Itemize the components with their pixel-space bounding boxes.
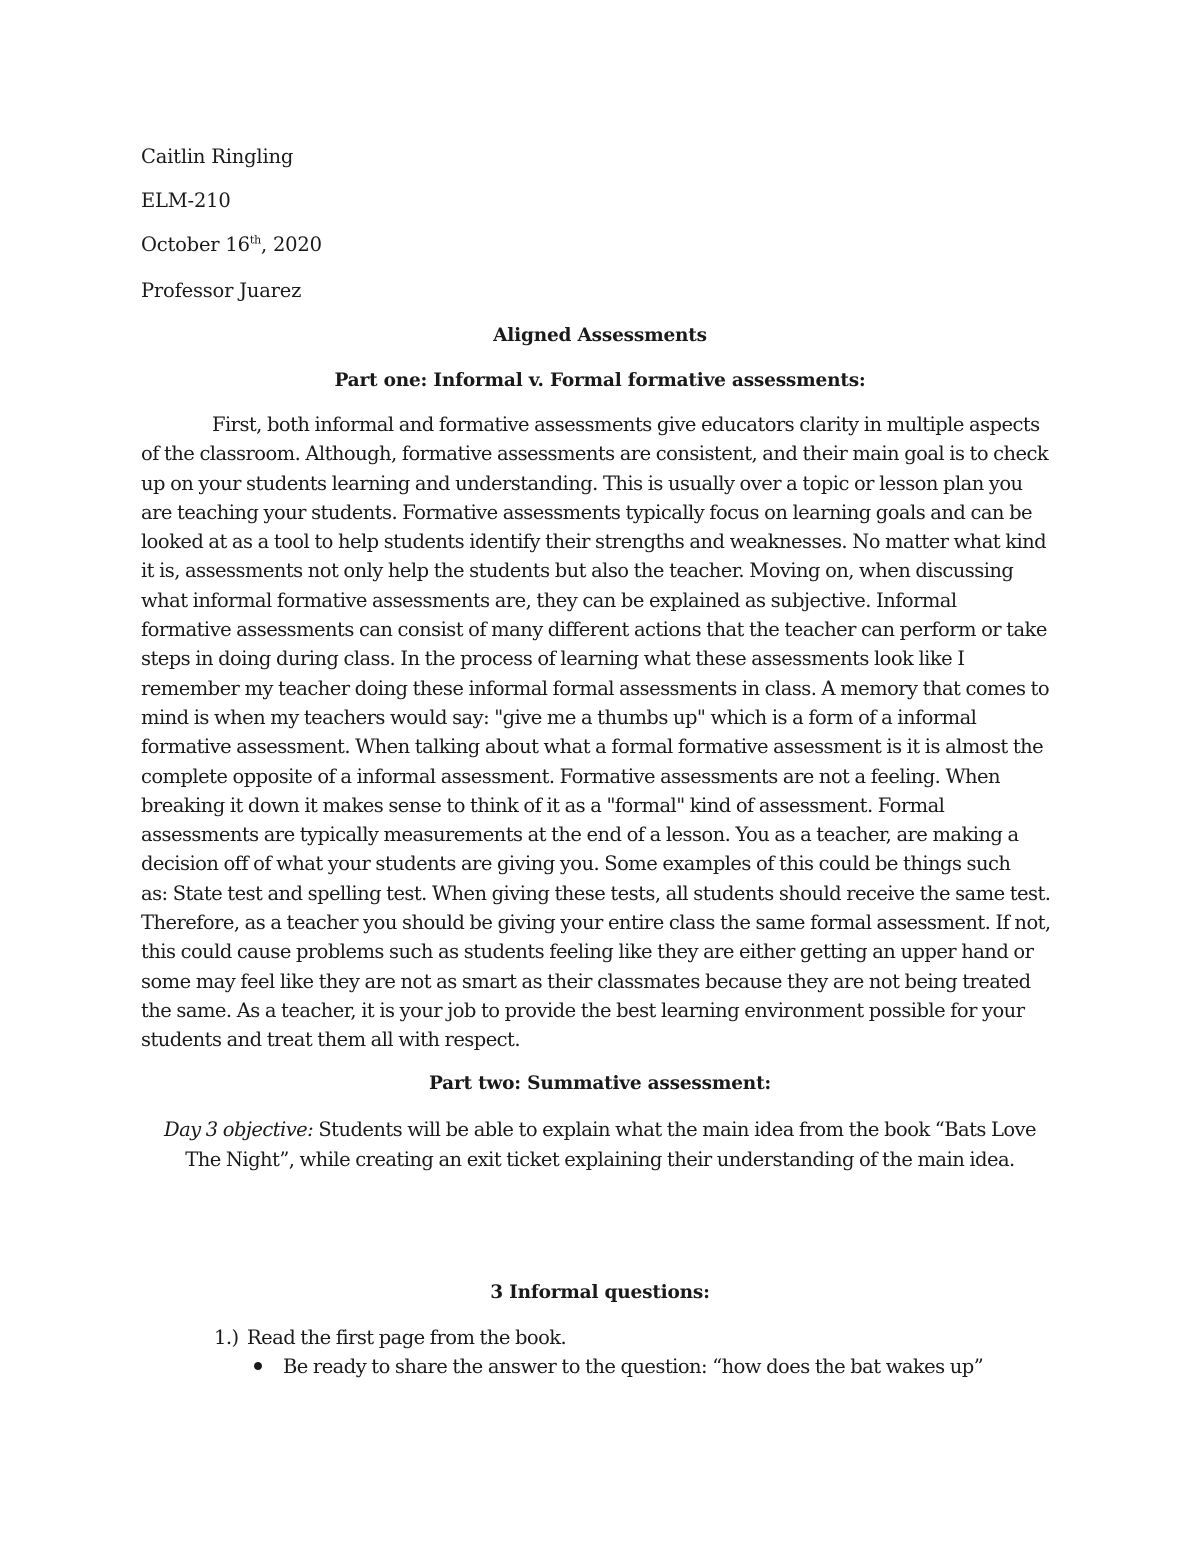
author-name: Caitlin Ringling — [141, 145, 294, 168]
body-line: as: State test and spelling test. When giving these tests, all students should receive the same test. — [141, 881, 1051, 905]
body-line: are teaching your students. Formative assessments typically focus on learning goals and can be — [141, 500, 1032, 524]
date-line — [141, 233, 322, 257]
body-line: assessments are typically measurements at the end of a lesson. You as a teacher, are making a — [141, 823, 1019, 847]
body-line: up on your students learning and understanding. This is usually over a topic or lesson plan you — [141, 471, 1023, 495]
body-line: of the classroom. Although, formative assessments are consistent, and their main goal is to check — [141, 442, 1049, 466]
list-item-text: Read the first page from the book. — [247, 1326, 567, 1349]
body-line: the same. As a teacher, it is your job to provide the best learning environment possible for your — [141, 998, 1025, 1022]
body-line: mind is when my teachers would say: "give me a thumbs up" which is a form of a informal — [141, 705, 977, 729]
body-line: complete opposite of a informal assessment. Formative assessments are not a feeling. When — [141, 764, 1000, 788]
body-line: formative assessments can consist of many different actions that the teacher can perform or take — [141, 618, 1047, 642]
professor-name: Professor Juarez — [141, 279, 302, 302]
body-line: breaking it down it makes sense to think of it as a "formal" kind of assessment. Formal — [141, 793, 945, 817]
list-number: 1.) — [214, 1326, 239, 1349]
body-line: decision off of what your students are giving you. Some examples of this could be things such — [141, 852, 1011, 876]
body-line: remember my teacher doing these informal formal assessments in class. A memory that comes to — [141, 676, 1050, 700]
body-line: looked at as a tool to help students identify their strengths and weaknesses. No matter what kind — [141, 530, 1047, 554]
date-year: , 2020 — [260, 233, 322, 256]
body-line: what informal formative assessments are, they can be explained as subjective. Informal — [141, 588, 957, 612]
body-line: some may feel like they are not as smart as their classmates because they are not being treated — [141, 969, 1031, 993]
objective-line-2: The Night”, while creating an exit ticket explaining their understanding of the main idea. — [185, 1147, 1015, 1171]
body-line: it is, assessments not only help the students but also the teacher. Moving on, when discussing — [141, 559, 1014, 583]
body-line: students and treat them all with respect. — [141, 1028, 520, 1052]
part-two-heading: Part two: Summative assessment: — [428, 1073, 772, 1094]
objective-label: Day 3 objective: — [163, 1118, 314, 1141]
body-line: formative assessment. When talking about what a formal formative assessment is it is almost the — [141, 735, 1044, 759]
part-one-heading: Part one: Informal v. Formal formative assessments: — [334, 370, 866, 391]
day-3-objective — [0, 1115, 1200, 1174]
body-line: this could cause problems such as students feeling like they are either getting an upper hand or — [141, 940, 1034, 964]
date-ordinal-suffix: th — [249, 233, 261, 247]
objective-line-1 — [0, 1115, 1200, 1145]
document-title: Aligned Assessments — [493, 325, 707, 346]
informal-questions-heading: 3 Informal questions: — [490, 1282, 710, 1303]
body-line: steps in doing during class. In the process of learning what these assessments look like I — [141, 647, 965, 671]
body-line: Therefore, as a teacher you should be giving your entire class the same formal assessment. If not, — [141, 911, 1051, 935]
course-code: ELM-210 — [141, 189, 231, 212]
bullet-icon — [254, 1362, 262, 1370]
date-month-day: October 16 — [141, 233, 250, 256]
objective-text-1: Students will be able to explain what the main idea from the book “Bats Love — [313, 1118, 1037, 1141]
bullet-item-text: Be ready to share the answer to the question: “how does the bat wakes up” — [283, 1355, 984, 1378]
body-line: First, both informal and formative assessments give educators clarity in multiple aspects — [212, 413, 1040, 436]
part-one-body — [141, 410, 1057, 1055]
